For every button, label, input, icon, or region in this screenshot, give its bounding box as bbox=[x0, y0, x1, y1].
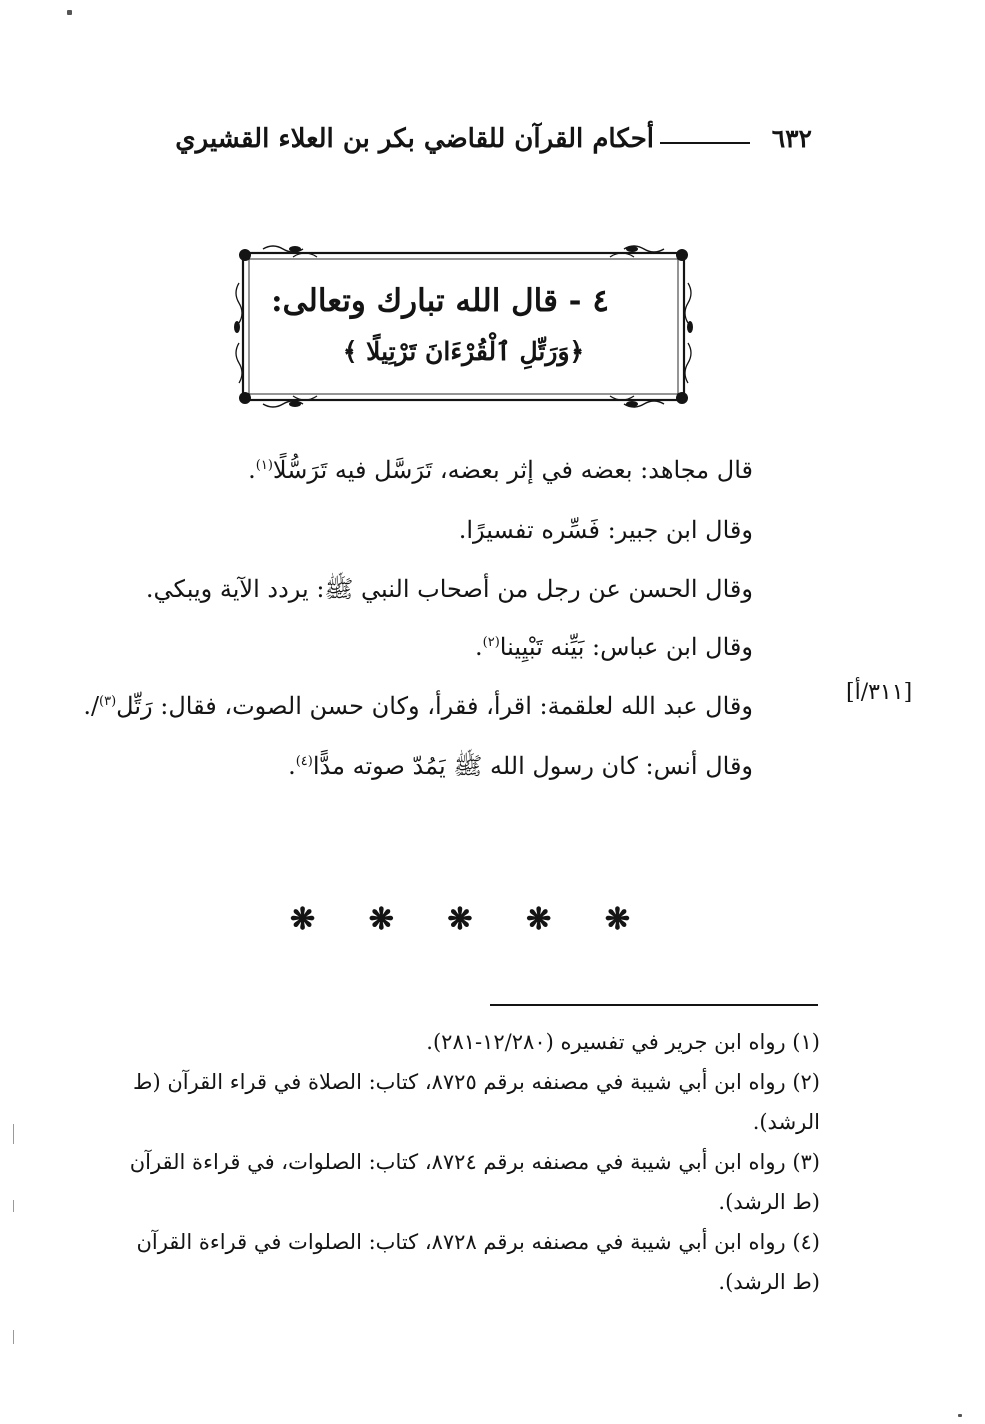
footnote-3: (٣) رواه ابن أبي شيبة في مصنفه برقم ٨٧٢٤، كتاب: الصلوات، في قراءة القرآن (ط الرشد). bbox=[129, 1150, 820, 1214]
paragraph-3: وقال الحسن عن رجل من أصحاب النبي ﷺ: يردد الآية ويبكي. bbox=[145, 575, 753, 603]
scan-edge-mark bbox=[13, 1200, 14, 1212]
page-number: ٦٣٢ bbox=[771, 124, 812, 153]
footnote-rule bbox=[490, 1004, 818, 1006]
asterism-icon: ❋ bbox=[604, 902, 630, 937]
header-rule bbox=[660, 142, 750, 144]
ornamental-frame bbox=[233, 243, 694, 410]
ornament-border bbox=[233, 243, 694, 410]
scan-edge-mark bbox=[13, 1330, 14, 1344]
footnote-2: (٢) رواه ابن أبي شيبة في مصنفه برقم ٨٧٢٥، كتاب: الصلاة في قراء القرآن (ط الرشد). bbox=[133, 1070, 820, 1134]
scan-speck bbox=[958, 1414, 962, 1417]
asterism-icon: ❋ bbox=[368, 902, 394, 937]
manuscript-folio-reference: [٣١١/أ] bbox=[846, 680, 913, 705]
asterism-icon: ❋ bbox=[526, 902, 552, 937]
footnote-marker: (١) bbox=[255, 458, 273, 473]
footnote-marker: (٢) bbox=[482, 635, 500, 650]
section-title: ٤ - قال الله تبارك وتعالى: bbox=[271, 283, 609, 319]
footnote-4: (٤) رواه ابن أبي شيبة في مصنفه برقم ٨٧٢٨، كتاب: الصلوات في قراءة القرآن (ط الرشد). bbox=[136, 1230, 820, 1294]
section-separator bbox=[290, 902, 630, 937]
footnote-1: (١) رواه ابن جرير في تفسيره (١٢/٢٨٠-٢٨١). bbox=[426, 1030, 820, 1054]
footnote-marker: (٣) bbox=[99, 694, 117, 709]
paragraph-4: وقال ابن عباس: بَيِّنه تَبْيِينا$^{(٢)}$. bbox=[475, 633, 753, 661]
paragraph-6: وقال أنس: كان رسول الله ﷺ يَمُدّ صوته مدًّا$^{(٤)}$. bbox=[288, 752, 753, 780]
asterism-icon: ❋ bbox=[290, 902, 316, 937]
book-title: أحكام القرآن للقاضي بكر بن العلاء القشيري bbox=[175, 124, 654, 154]
paragraph-5: وقال عبد الله لعلقمة: اقرأ، فقرأ، وكان حسن الصوت، فقال: رَتِّل$^{(٣)}$/. bbox=[83, 692, 753, 720]
scan-edge-mark bbox=[13, 1124, 14, 1144]
running-header bbox=[100, 124, 812, 168]
quran-verse: ﴿وَرَتِّلِ ٱلْقُرْءَانَ تَرْتِيلًا ﴾ bbox=[342, 337, 585, 366]
footnote-marker: (٤) bbox=[295, 754, 313, 769]
scan-speck bbox=[67, 10, 72, 15]
paragraph-2: وقال ابن جبير: فَسِّره تفسيرًا. bbox=[458, 516, 753, 544]
asterism-icon: ❋ bbox=[447, 902, 473, 937]
paragraph-1: قال مجاهد: بعضه في إثر بعضه، تَرَسَّل فيه تَرَسُّلًا$^{(١)}$. bbox=[248, 456, 753, 484]
